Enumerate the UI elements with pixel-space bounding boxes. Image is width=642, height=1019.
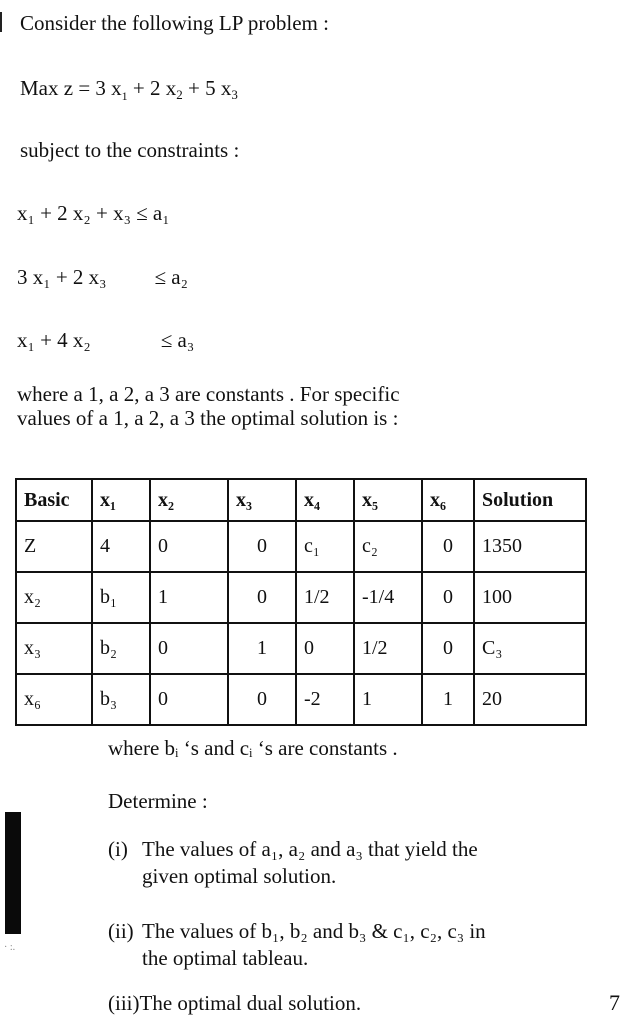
table-header-row xyxy=(16,479,586,521)
constraint-2: 3 x₁ + 2 x₃ ≤ a₂ xyxy=(17,265,188,289)
table-cell: 0 xyxy=(296,623,354,674)
table-cell: 0 xyxy=(150,623,228,674)
question-iii: (iii)The optimal dual solution. xyxy=(108,991,362,1015)
table-cell: Z xyxy=(16,521,92,572)
header-basic: Basic xyxy=(16,479,92,521)
table-cell: 1 xyxy=(228,623,296,674)
header-x2: x₂ xyxy=(150,479,228,521)
table-cell: 0 xyxy=(150,521,228,572)
table-cell: x₆ xyxy=(16,674,92,725)
table-cell: 1/2 xyxy=(296,572,354,623)
marks-value: 7 xyxy=(609,990,620,1015)
table-cell: 1350 xyxy=(474,521,586,572)
table-row xyxy=(16,572,586,623)
optimal-tableau xyxy=(15,478,587,726)
table-cell: 20 xyxy=(474,674,586,725)
table-cell: b₃ xyxy=(92,674,150,725)
constants-note: where bᵢ ‘s and cᵢ ‘s are constants . xyxy=(108,736,398,760)
table-row xyxy=(16,623,586,674)
scan-artifact: · :. xyxy=(4,942,16,953)
table-cell: 0 xyxy=(228,572,296,623)
table-cell: 0 xyxy=(422,572,474,623)
table-cell: c₁ xyxy=(296,521,354,572)
header-x1: x₁ xyxy=(92,479,150,521)
objective-function: Max z = 3 $x_1 + 2$ $x_2 + 5$ $x_3$ xyxy=(20,76,238,103)
header-x6: x₆ xyxy=(422,479,474,521)
question-ii: (ii) The values of b₁, b₂ and b₃ & c₁, c₂, c₃ in the optimal tableau. xyxy=(108,919,486,970)
table-cell: 1 xyxy=(150,572,228,623)
table-cell: 100 xyxy=(474,572,586,623)
table-cell: 1 xyxy=(354,674,422,725)
constraint-3: x₁ + 4 x₂ ≤ a₃ xyxy=(17,328,195,352)
table-cell: 0 xyxy=(422,623,474,674)
problem-intro: Consider the following LP problem : xyxy=(20,11,329,35)
table-cell: x₃ xyxy=(16,623,92,674)
table-cell: 1/2 xyxy=(354,623,422,674)
subject-to-label: subject to the constraints : xyxy=(20,138,240,162)
table-cell: 0 xyxy=(150,674,228,725)
header-x5: x₅ xyxy=(354,479,422,521)
header-x3: x₃ xyxy=(228,479,296,521)
constraint-1: x₁ + 2 x₂ + x₃ ≤ a₁ xyxy=(17,201,170,225)
table-cell: 1 xyxy=(422,674,474,725)
question-bullet xyxy=(0,12,2,32)
table-cell: x₂ xyxy=(16,572,92,623)
table-row xyxy=(16,521,586,572)
table-cell: -2 xyxy=(296,674,354,725)
table-cell: b₂ xyxy=(92,623,150,674)
table-cell: 0 xyxy=(422,521,474,572)
table-cell: C₃ xyxy=(474,623,586,674)
determine-label: Determine : xyxy=(108,789,208,813)
margin-bar xyxy=(5,812,21,934)
table-cell: -1/4 xyxy=(354,572,422,623)
header-x4: x₄ xyxy=(296,479,354,521)
where-line-2: values of a 1, a 2, a 3 the optimal solution is : xyxy=(17,406,399,430)
question-i: (i) The values of a₁, a₂ and a₃ that yield the given optimal solution. xyxy=(108,837,478,888)
header-solution: Solution xyxy=(474,479,586,521)
table-row xyxy=(16,674,586,725)
table-cell: 4 xyxy=(92,521,150,572)
table-cell: c₂ xyxy=(354,521,422,572)
table-cell: b₁ xyxy=(92,572,150,623)
where-line-1: where a 1, a 2, a 3 are constants . For specific xyxy=(17,382,400,406)
table-cell: 0 xyxy=(228,521,296,572)
table-cell: 0 xyxy=(228,674,296,725)
